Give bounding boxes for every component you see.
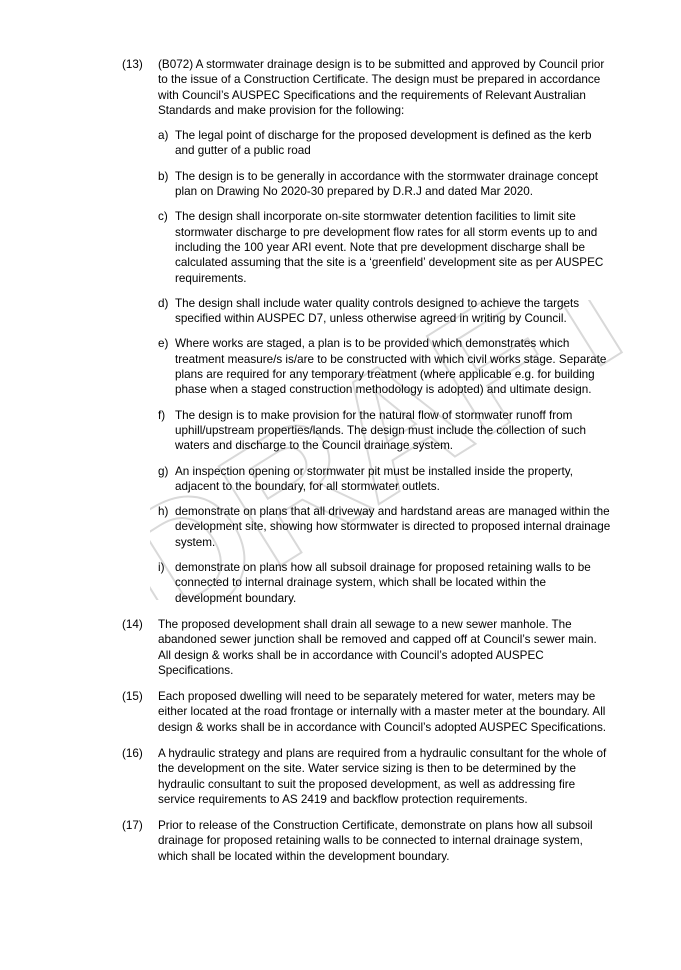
list-item-label: g) [158, 464, 169, 478]
condition-number: (17) [122, 819, 143, 833]
list-item-text: demonstrate on plans that all driveway and hardstand areas are managed within the development site, showing how stormwater is directed to proposed internal drainage system. [175, 505, 611, 549]
list-item-text: demonstrate on plans how all subsoil drainage for proposed retaining walls to be connected to internal drainage system, which shall be located within the development boundary. [175, 561, 591, 605]
list-item-text: The design shall include water quality controls designed to achieve the targets specified within AUSPEC D7, unless otherwise agreed in writing by Council. [175, 296, 580, 326]
list-item [158, 169, 612, 200]
condition-16 [122, 746, 612, 807]
list-item-label: d) [158, 296, 169, 310]
list-item [158, 296, 612, 327]
list-item-text: Where works are staged, a plan is to be provided which demonstrates which treatment measure/s is/are to be constructed with which civil works stage. Separate plans are required for any temporary treatment (where applicable e.g. for building phase when a staged construction methodology is adopted) and ultimate design. [175, 337, 607, 397]
condition-text: A hydraulic strategy and plans are required from a hydraulic consultant for the whole of the development on the site. Water service sizing is then to be determined by the hydraulic consultant to suit the proposed development, as well as addressing fire service requirements to AS 2419 and backflow protection requirements. [158, 746, 607, 806]
list-item-text: The design is to be generally in accordance with the stormwater drainage concept plan on Drawing No 2020-30 prepared by D.R.J and dated Mar 2020. [175, 169, 598, 199]
list-item-label: a) [158, 129, 169, 143]
list-item-label: c) [158, 210, 168, 224]
list-item [158, 464, 612, 495]
condition-text: (B072) A stormwater drainage design is to be submitted and approved by Council prior to the issue of a Construction Certificate. The design must be prepared in accordance with Council’s AUSPEC Specifications and the requirements of Relevant Australian Standards and make provision for the following: [158, 58, 605, 117]
condition-14 [122, 617, 612, 678]
list-item-text: The design shall incorporate on-site stormwater detention facilities to limit site stormwater discharge to pre development flow rates for all storm events up to and including the 100 year ARI event. Note that pre development discharge shall be calculated assuming that the site is a ‘greenfield’ development site as per AUSPEC requirements. [175, 210, 604, 285]
condition-text: The proposed development shall drain all sewage to a new sewer manhole. The abandoned sewer junction shall be removed and capped off at Council’s sewer main. All design & works shall be in accordance with Council’s adopted AUSPEC Specifications. [158, 617, 597, 677]
condition-13-sublist [158, 128, 612, 606]
list-item-label: f) [158, 408, 166, 422]
list-item [158, 408, 612, 454]
condition-13 [122, 57, 612, 606]
list-item-text: The legal point of discharge for the proposed development is defined as the kerb and gutter of a public road [175, 129, 592, 158]
condition-17 [122, 818, 612, 864]
condition-text: Prior to release of the Construction Certificate, demonstrate on plans how all subsoil drainage for proposed retaining walls to be connected to internal drainage system, which shall be located within the development boundary. [158, 819, 593, 863]
watermark-text: DRAFT [150, 300, 630, 600]
list-item [158, 504, 612, 550]
list-item-label: e) [158, 337, 169, 351]
condition-number: (15) [122, 690, 143, 704]
list-item-label: b) [158, 169, 169, 183]
list-item [158, 209, 612, 285]
condition-number: (14) [122, 617, 143, 631]
list-item-label: h) [158, 505, 169, 519]
list-item [158, 336, 612, 397]
list-item-text: The design is to make provision for the natural flow of stormwater runoff from uphill/upstream properties/lands. The design must include the collection of such waters and discharge to the Council drainage system. [175, 408, 587, 453]
condition-15 [122, 689, 612, 735]
list-item-label: i) [158, 561, 165, 575]
document-page [122, 57, 612, 875]
list-item-text: An inspection opening or stormwater pit must be installed inside the property, adjacent to the boundary, for all stormwater outlets. [175, 464, 574, 493]
list-item [158, 560, 612, 606]
condition-number: (13) [122, 58, 143, 71]
condition-text: Each proposed dwelling will need to be separately metered for water, meters may be either located at the road frontage or internally with a master meter at the boundary. All design & works shall be in accordance with Council’s adopted AUSPEC Specifications. [158, 690, 607, 734]
list-item [158, 128, 612, 159]
condition-number: (16) [122, 746, 143, 760]
